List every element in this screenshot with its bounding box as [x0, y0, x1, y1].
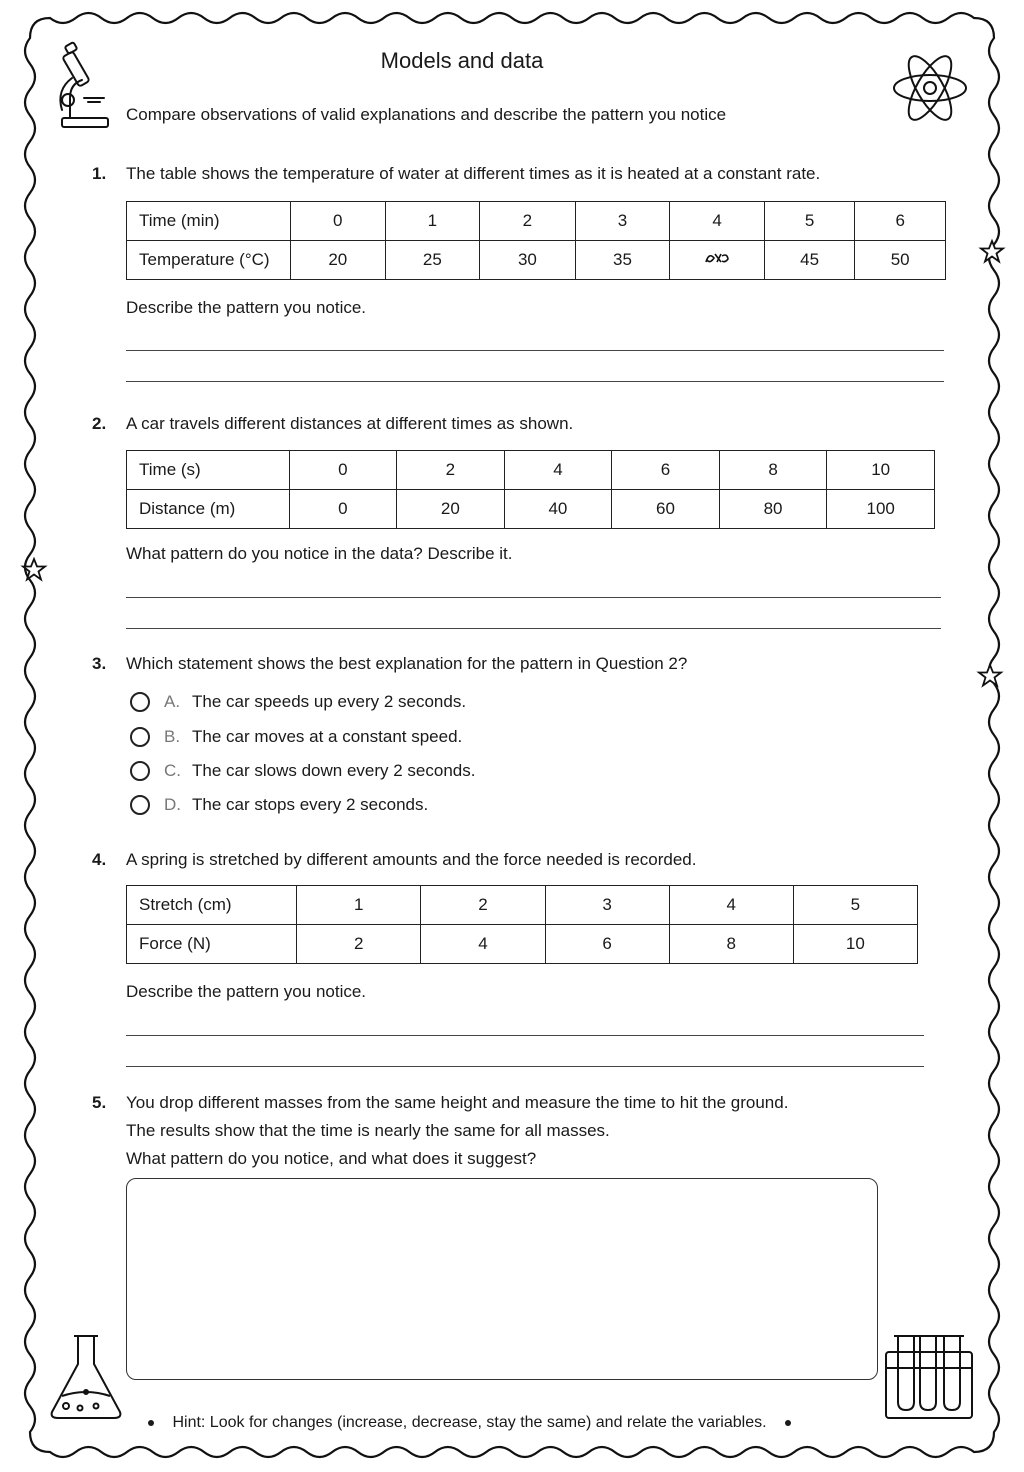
- q1-answer-line[interactable]: [126, 381, 944, 382]
- q4-stretch-cell: 1: [297, 886, 421, 925]
- flask-icon: [52, 1336, 121, 1418]
- q5-number: 5.: [92, 1093, 107, 1112]
- q4-number: 4.: [92, 850, 107, 869]
- q3-option-a[interactable]: [130, 689, 466, 715]
- q2-row1-header: Time (s): [127, 451, 290, 490]
- q1-temp-cell: 35: [575, 241, 670, 280]
- q2-prompt: What pattern do you notice in the data? Describe it.: [126, 544, 513, 563]
- star-icon: [979, 665, 1001, 686]
- star-icon: [981, 241, 1003, 262]
- q1-time-cell: 4: [670, 202, 765, 241]
- q3-text: Which statement shows the best explanation for the pattern in Question 2?: [126, 654, 688, 673]
- instructions: Compare observations of valid explanations and describe the pattern you notice: [126, 105, 727, 124]
- q1-time-cell: 2: [480, 202, 576, 241]
- option-letter: B.: [164, 727, 181, 746]
- q1-temp-cell: 30: [480, 241, 576, 280]
- q2-time-cell: 8: [719, 451, 827, 490]
- q3-option-b[interactable]: [130, 724, 462, 750]
- q2-row-time: [127, 451, 935, 490]
- q2-distance-cell: 80: [719, 490, 827, 529]
- bullet-icon: [148, 1420, 154, 1426]
- q4-force-cell: 4: [421, 925, 545, 964]
- page-title: Models and data: [380, 48, 544, 73]
- q2-time-cell: 0: [289, 451, 397, 490]
- q4-row-force: [127, 925, 918, 964]
- q1-temp-cell: 25: [385, 241, 480, 280]
- q1-row1-header: Time (min): [127, 202, 291, 241]
- radio-button[interactable]: [130, 761, 150, 781]
- q1-row-time: [127, 202, 946, 241]
- q4-stretch-cell: 3: [545, 886, 669, 925]
- q2-distance-cell: 60: [612, 490, 720, 529]
- q1-row-temperature: [127, 241, 946, 280]
- q2-answer-line[interactable]: [126, 597, 941, 598]
- q4-stretch-cell: 2: [421, 886, 545, 925]
- q2-text: A car travels different distances at different times as shown.: [126, 414, 574, 433]
- q2-distance-cell: 20: [397, 490, 505, 529]
- q1-answer-line[interactable]: [126, 350, 944, 351]
- q1-temp-cell: 50: [855, 241, 946, 280]
- q1-text: The table shows the temperature of water at different times as it is heated at a constant rate.: [126, 164, 821, 183]
- q1-prompt: Describe the pattern you notice.: [126, 298, 367, 317]
- q4-row2-header: Force (N): [127, 925, 297, 964]
- q1-number: 1.: [92, 164, 107, 183]
- q5-line2: The results show that the time is nearly the same for all masses.: [126, 1121, 610, 1140]
- q2-number: 2.: [92, 414, 107, 433]
- q4-answer-line[interactable]: [126, 1035, 924, 1036]
- q1-temp-cell: 45: [764, 241, 855, 280]
- q1-temp-cell: 20: [291, 241, 386, 280]
- radio-button[interactable]: [130, 795, 150, 815]
- q2-time-cell: 6: [612, 451, 720, 490]
- option-text: The car stops every 2 seconds.: [192, 795, 429, 814]
- q4-stretch-cell: 5: [793, 886, 917, 925]
- radio-button[interactable]: [130, 692, 150, 712]
- option-letter: C.: [164, 761, 181, 780]
- q2-row-distance: [127, 490, 935, 529]
- q4-force-cell: 8: [669, 925, 793, 964]
- q1-row2-header: Temperature (°C): [127, 241, 291, 280]
- q4-prompt: Describe the pattern you notice.: [126, 982, 367, 1001]
- q4-table: [126, 885, 918, 964]
- option-letter: A.: [164, 692, 181, 711]
- q4-force-cell: 6: [545, 925, 669, 964]
- q4-force-cell: 2: [297, 925, 421, 964]
- q3-option-c[interactable]: [130, 758, 475, 784]
- radio-button[interactable]: [130, 727, 150, 747]
- q2-distance-cell: 100: [827, 490, 935, 529]
- q5-line3: What pattern do you notice, and what does it suggest?: [126, 1149, 537, 1168]
- q2-time-cell: 10: [827, 451, 935, 490]
- q1-time-cell: 1: [385, 202, 480, 241]
- option-text: The car speeds up every 2 seconds.: [192, 692, 467, 711]
- scribble-mark: [703, 250, 731, 266]
- q2-answer-line[interactable]: [126, 628, 941, 629]
- q1-time-cell: 6: [855, 202, 946, 241]
- q4-answer-line[interactable]: [126, 1066, 924, 1067]
- q2-row2-header: Distance (m): [127, 490, 290, 529]
- q2-distance-cell: 0: [289, 490, 397, 529]
- option-text: The car moves at a constant speed.: [192, 727, 463, 746]
- q2-table: [126, 450, 935, 529]
- test-tubes-icon: [886, 1336, 972, 1418]
- hint-text: Hint: Look for changes (increase, decrease, stay the same) and relate the variables.: [172, 1414, 767, 1431]
- q1-temp-cell-scribbled: [670, 241, 765, 280]
- q3-option-d[interactable]: [130, 792, 428, 818]
- q4-row1-header: Stretch (cm): [127, 886, 297, 925]
- option-letter: D.: [164, 795, 181, 814]
- option-text: The car slows down every 2 seconds.: [192, 761, 476, 780]
- bullet-icon: [785, 1420, 791, 1426]
- q2-time-cell: 4: [504, 451, 612, 490]
- q2-time-cell: 2: [397, 451, 505, 490]
- q4-force-cell: 10: [793, 925, 917, 964]
- hint-line: [148, 1414, 868, 1432]
- q5-line1: You drop different masses from the same height and measure the time to hit the ground.: [126, 1093, 789, 1112]
- q1-time-cell: 5: [764, 202, 855, 241]
- q4-text: A spring is stretched by different amounts and the force needed is recorded.: [126, 850, 697, 869]
- q4-stretch-cell: 4: [669, 886, 793, 925]
- q1-time-cell: 3: [575, 202, 670, 241]
- q3-number: 3.: [92, 654, 107, 673]
- q4-row-stretch: [127, 886, 918, 925]
- q2-distance-cell: 40: [504, 490, 612, 529]
- q5-answer-box[interactable]: [126, 1178, 878, 1380]
- q1-time-cell: 0: [291, 202, 386, 241]
- q1-table: [126, 201, 946, 280]
